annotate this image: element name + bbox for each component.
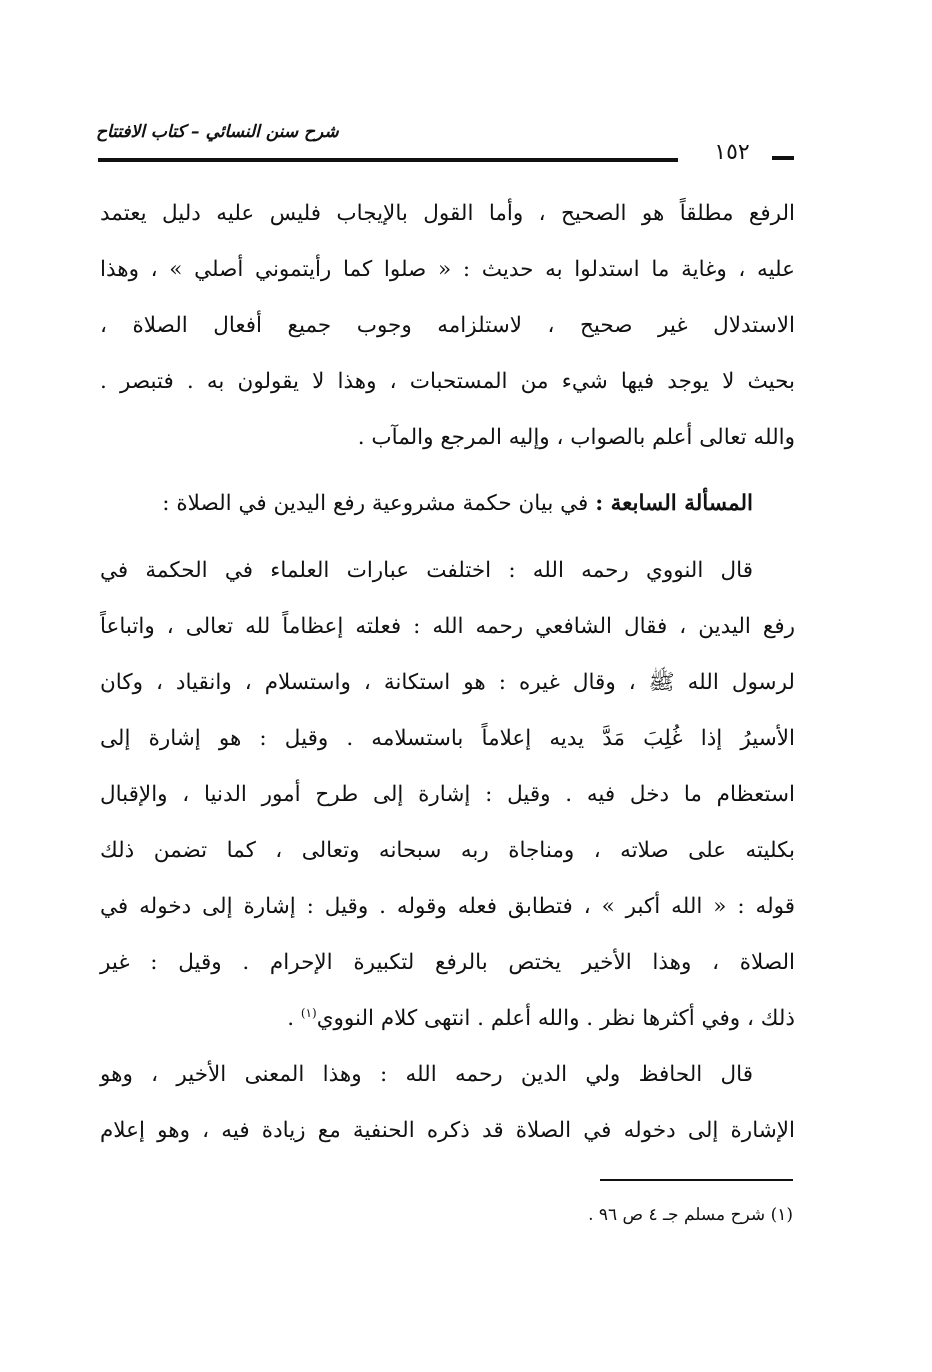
text-line: بكليته على صلاته ، ومناجاة ربه سبحانه وتعالى ، كما تضمن ذلك: [100, 838, 795, 863]
footnote-text: (١) شرح مسلم جـ ٤ ص ٩٦ .: [588, 1205, 793, 1225]
text-line: قال الحافظ ولي الدين رحمه الله : وهذا المعنى الأخير ، وهو: [100, 1062, 753, 1087]
heading-line: [100, 476, 795, 532]
text-line: قال النووي رحمه الله : اختلفت عبارات العلماء في الحكمة في: [100, 558, 753, 583]
text-line: الإشارة إلى دخوله في الصلاة قد ذكره الحنفية مع زيادة فيه ، وهو إعلام: [100, 1118, 795, 1143]
footnote-rule: [600, 1179, 793, 1181]
footnote-marker[interactable]: (١): [300, 1005, 317, 1020]
text-line-content: ذلك ، وفي أكثرها نظر . والله أعلم . انتهى كلام النووي: [316, 1006, 795, 1031]
text-line-tail: .: [287, 1006, 301, 1031]
text-line: استعظام ما دخل فيه . وقيل : إشارة إلى طرح أمور الدنيا ، والإقبال: [100, 782, 795, 807]
page-number: ١٥٢: [714, 140, 750, 165]
text-line: عليه ، وغاية ما استدلوا به حديث : « صلوا كما رأيتموني أصلي » ، وهذا: [100, 257, 795, 282]
text-line: الرفع مطلقاً هو الصحيح ، وأما القول بالإيجاب فليس عليه دليل يعتمد: [100, 201, 795, 226]
text-line: والله تعالى أعلم بالصواب ، وإليه المرجع والمآب .: [357, 425, 795, 450]
section-heading: [100, 476, 795, 532]
header-rule: [98, 158, 678, 162]
paragraph-waliuddin: [100, 1047, 795, 1159]
page-number-dash: [772, 156, 794, 160]
paragraph-conclusion: [100, 186, 795, 466]
text-line: لرسول الله ﷺ ، وقال غيره : هو استكانة ، واستسلام ، وانقياد ، وكان: [100, 670, 795, 695]
text-line: الأسيرُ إذا غُلِبَ مَدَّ يديه إعلاماً باستسلامه . وقيل : هو إشارة إلى: [100, 726, 795, 751]
text-line: الصلاة ، وهذا الأخير يختص بالرفع لتكبيرة الإحرام . وقيل : غير: [100, 950, 795, 975]
paragraph-nawawi: [100, 543, 795, 1047]
heading-text: في بيان حكمة مشروعية رفع اليدين في الصلاة :: [162, 491, 596, 516]
heading-label: المسألة السابعة :: [595, 491, 753, 516]
text-line: الاستدلال غير صحيح ، لاستلزامه وجوب جميع أفعال الصلاة ،: [100, 313, 795, 338]
text-line-last: [100, 991, 795, 1047]
text-line: قوله : « الله أكبر » ، فتطابق فعله وقوله . وقيل : إشارة إلى دخوله في: [100, 894, 795, 919]
text-line: بحيث لا يوجد فيها شيء من المستحبات ، وهذا لا يقولون به . فتبصر .: [100, 369, 795, 394]
running-title: شرح سنن النسائي – كتاب الافتتاح: [96, 122, 339, 142]
text-line: رفع اليدين ، فقال الشافعي رحمه الله : فعلته إعظاماً لله تعالى ، واتباعاً: [100, 614, 795, 639]
